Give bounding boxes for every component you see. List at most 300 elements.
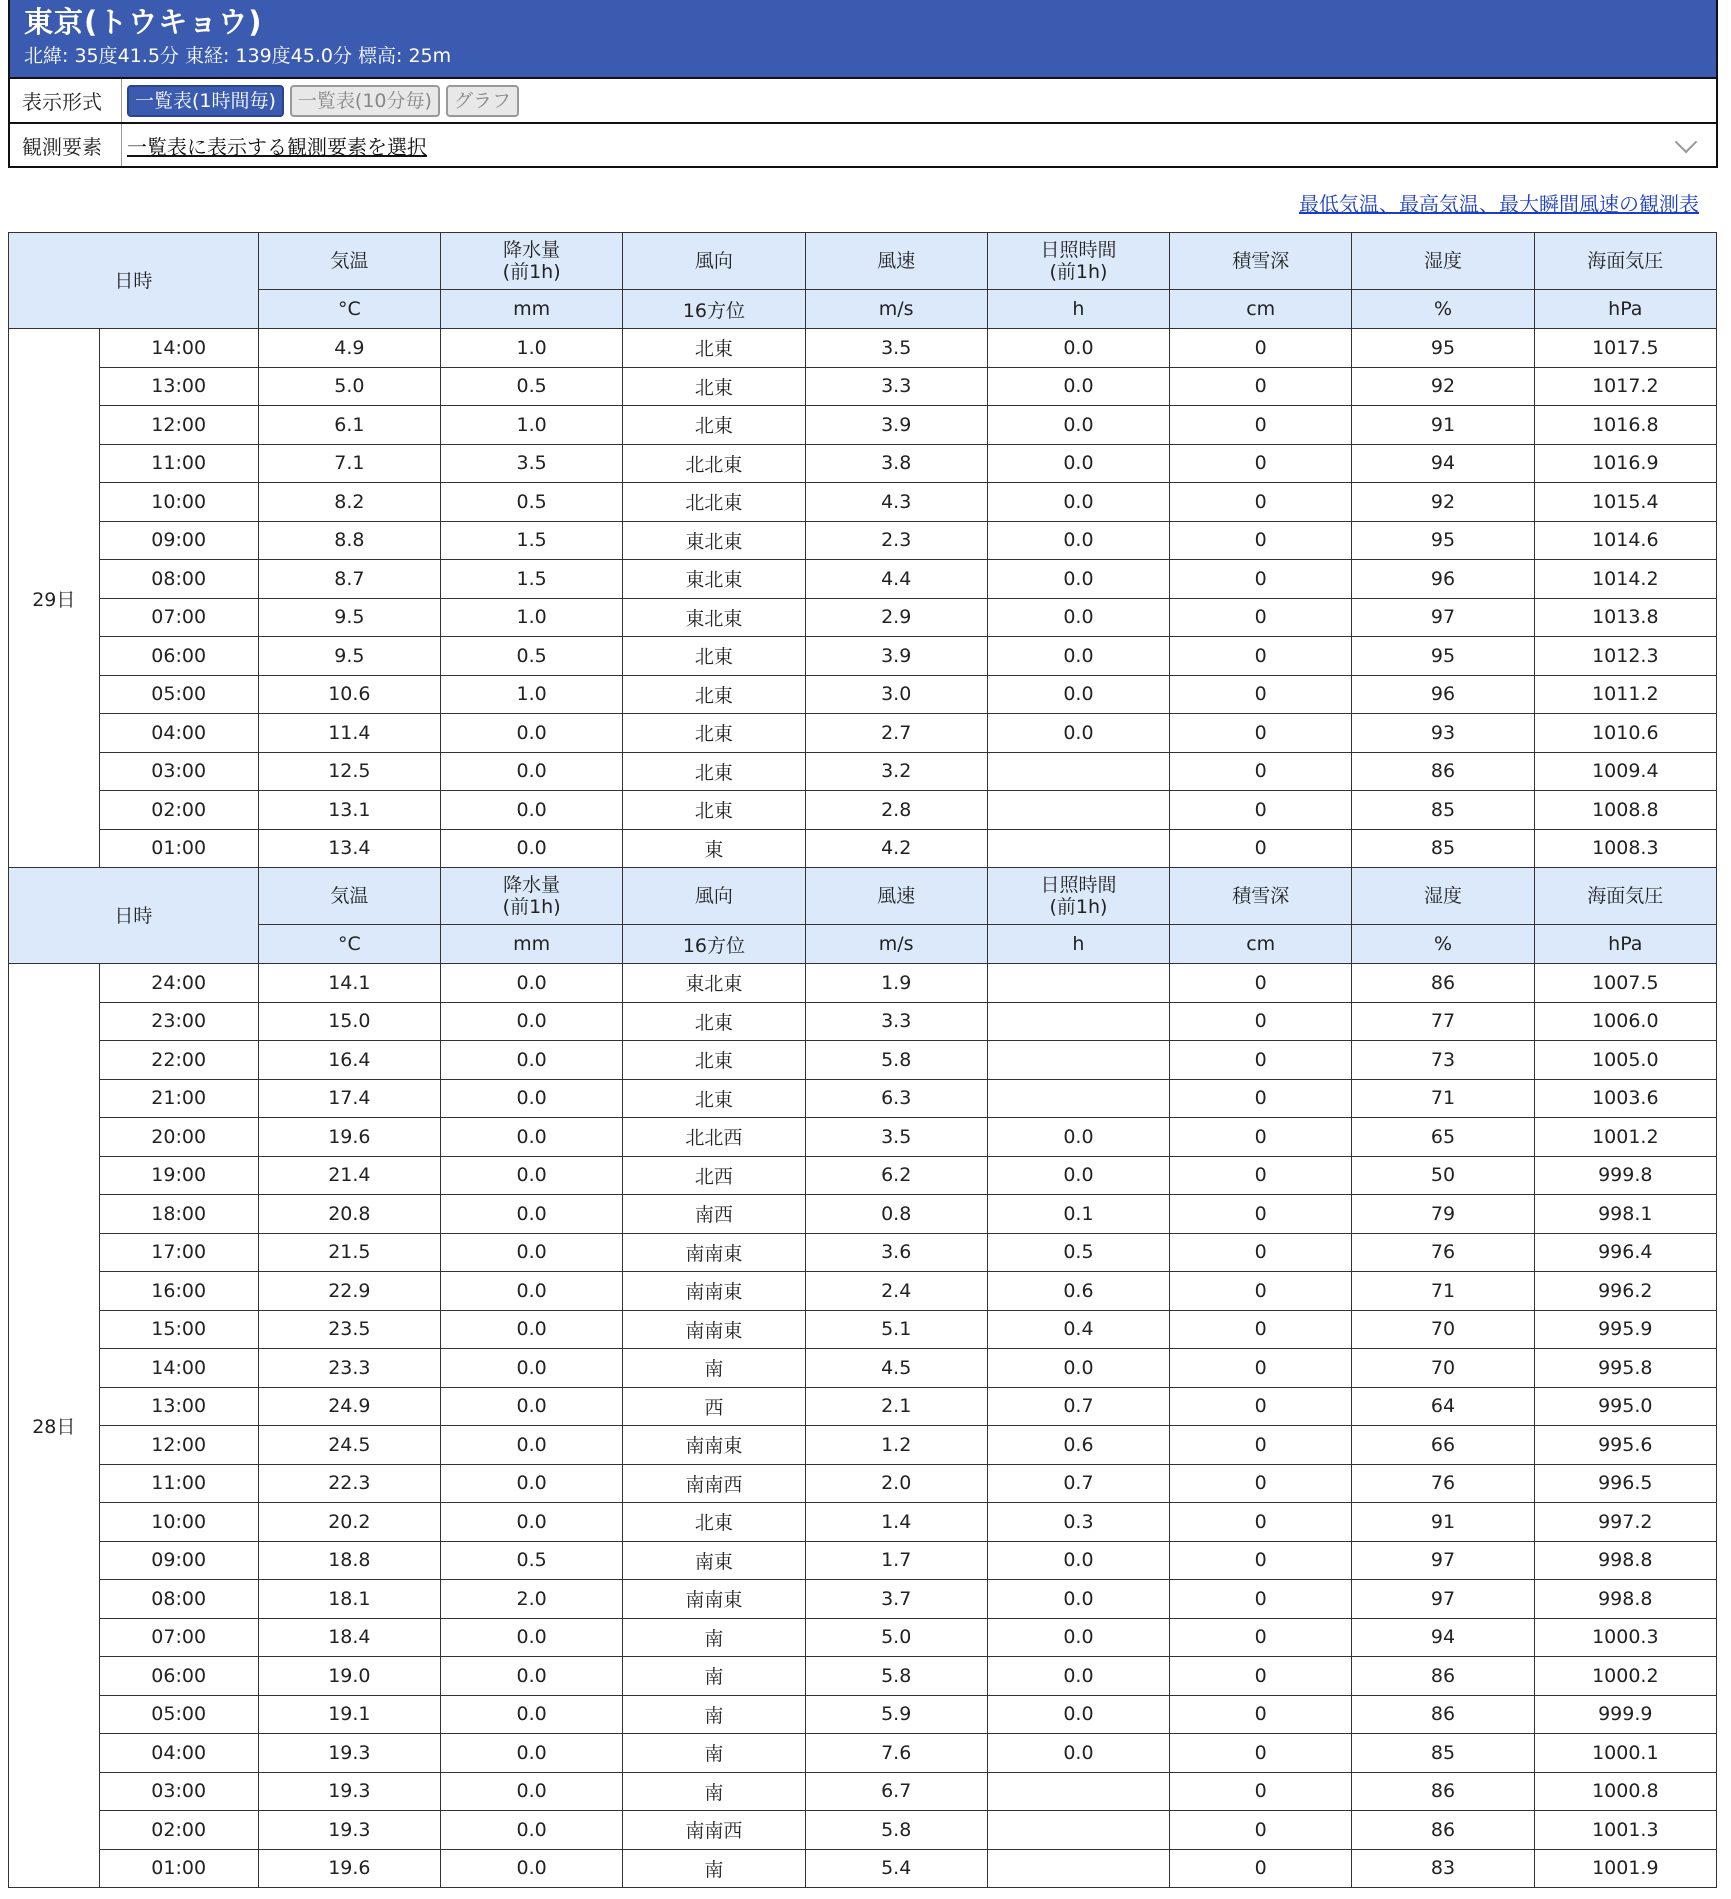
chevron-down-icon[interactable] xyxy=(1675,131,1698,154)
wind-direction-cell: 東 xyxy=(623,829,805,868)
precipitation-cell: 0.0 xyxy=(441,829,623,868)
unit-precipitation: mm xyxy=(441,290,623,329)
elements-select-text[interactable]: 一覧表に表示する観測要素を選択 xyxy=(127,134,427,159)
temperature-cell: 18.8 xyxy=(258,1541,440,1580)
time-cell: 05:00 xyxy=(99,675,258,714)
sunshine-cell: 0.0 xyxy=(987,1657,1169,1696)
wind-direction-cell: 南 xyxy=(623,1349,805,1388)
sunshine-cell: 0.0 xyxy=(987,1695,1169,1734)
time-cell: 10:00 xyxy=(99,483,258,522)
unit-wind-direction: 16方位 xyxy=(623,925,805,964)
sunshine-cell xyxy=(987,791,1169,830)
sunshine-cell: 0.1 xyxy=(987,1195,1169,1234)
wind-speed-cell: 2.0 xyxy=(805,1464,987,1503)
sea-pressure-cell: 1007.5 xyxy=(1534,964,1716,1003)
temperature-cell: 8.2 xyxy=(258,483,440,522)
wind-direction-cell: 北東 xyxy=(623,637,805,676)
time-cell: 01:00 xyxy=(99,1849,258,1888)
temperature-cell: 4.9 xyxy=(258,329,440,368)
snow-depth-cell: 0 xyxy=(1170,521,1352,560)
table-row xyxy=(9,1272,1717,1311)
day-cell: 28日 xyxy=(9,964,100,1888)
temperature-cell: 13.1 xyxy=(258,791,440,830)
precipitation-cell: 3.5 xyxy=(441,444,623,483)
column-header-wind-direction: 風向 xyxy=(623,233,805,290)
date-time-header: 日時 xyxy=(9,233,259,329)
wind-speed-cell: 5.9 xyxy=(805,1695,987,1734)
wind-speed-cell: 2.3 xyxy=(805,521,987,560)
time-cell: 11:00 xyxy=(99,444,258,483)
sea-pressure-cell: 1008.3 xyxy=(1534,829,1716,868)
snow-depth-cell: 0 xyxy=(1170,791,1352,830)
column-header-snow-depth: 積雪深 xyxy=(1170,233,1352,290)
precipitation-cell: 0.0 xyxy=(441,1657,623,1696)
time-cell: 19:00 xyxy=(99,1156,258,1195)
humidity-cell: 93 xyxy=(1352,714,1534,753)
precipitation-cell: 1.5 xyxy=(441,521,623,560)
temperature-cell: 7.1 xyxy=(258,444,440,483)
wind-direction-cell: 南 xyxy=(623,1772,805,1811)
snow-depth-cell: 0 xyxy=(1170,406,1352,445)
temperature-cell: 14.1 xyxy=(258,964,440,1003)
unit-precipitation: mm xyxy=(441,925,623,964)
wind-speed-cell: 6.3 xyxy=(805,1079,987,1118)
humidity-cell: 97 xyxy=(1352,1580,1534,1619)
precipitation-cell: 0.0 xyxy=(441,1426,623,1465)
sea-pressure-cell: 997.2 xyxy=(1534,1503,1716,1542)
unit-sunshine: h xyxy=(987,925,1169,964)
temperature-cell: 24.5 xyxy=(258,1426,440,1465)
snow-depth-cell: 0 xyxy=(1170,752,1352,791)
unit-sea-pressure: hPa xyxy=(1534,290,1716,329)
sea-pressure-cell: 998.1 xyxy=(1534,1195,1716,1234)
sea-pressure-cell: 1001.3 xyxy=(1534,1811,1716,1850)
wind-direction-cell: 北東 xyxy=(623,1079,805,1118)
sunshine-cell: 0.0 xyxy=(987,329,1169,368)
wind-speed-cell: 1.2 xyxy=(805,1426,987,1465)
table-row xyxy=(9,560,1717,599)
wind-direction-cell: 北東 xyxy=(623,367,805,406)
sunshine-cell xyxy=(987,1079,1169,1118)
table-row xyxy=(9,1233,1717,1272)
wind-speed-cell: 3.9 xyxy=(805,406,987,445)
precipitation-cell: 0.0 xyxy=(441,1195,623,1234)
wind-speed-cell: 2.1 xyxy=(805,1387,987,1426)
sea-pressure-cell: 1008.8 xyxy=(1534,791,1716,830)
table-row xyxy=(9,791,1717,830)
sunshine-cell: 0.0 xyxy=(987,637,1169,676)
column-header-wind-speed: 風速 xyxy=(805,233,987,290)
sunshine-cell xyxy=(987,829,1169,868)
time-cell: 08:00 xyxy=(99,1580,258,1619)
time-cell: 22:00 xyxy=(99,1041,258,1080)
column-header-sunshine: 日照時間 (前1h) xyxy=(987,868,1169,925)
temperature-cell: 19.0 xyxy=(258,1657,440,1696)
date-time-header: 日時 xyxy=(9,868,259,964)
humidity-cell: 86 xyxy=(1352,964,1534,1003)
unit-temperature: °C xyxy=(258,925,440,964)
wind-speed-cell: 5.8 xyxy=(805,1657,987,1696)
humidity-cell: 97 xyxy=(1352,1541,1534,1580)
temperature-cell: 19.3 xyxy=(258,1811,440,1850)
wind-speed-cell: 5.0 xyxy=(805,1618,987,1657)
sunshine-cell: 0.0 xyxy=(987,1580,1169,1619)
wind-direction-cell: 南南東 xyxy=(623,1426,805,1465)
wind-direction-cell: 南南東 xyxy=(623,1310,805,1349)
table-row xyxy=(9,1079,1717,1118)
sea-pressure-cell: 1011.2 xyxy=(1534,675,1716,714)
sea-pressure-cell: 995.0 xyxy=(1534,1387,1716,1426)
precipitation-cell: 0.0 xyxy=(441,1310,623,1349)
precipitation-cell: 0.0 xyxy=(441,1849,623,1888)
wind-direction-cell: 南 xyxy=(623,1849,805,1888)
sea-pressure-cell: 1014.6 xyxy=(1534,521,1716,560)
display-format-options xyxy=(122,79,1716,122)
sunshine-cell: 0.0 xyxy=(987,521,1169,560)
wind-speed-cell: 3.8 xyxy=(805,444,987,483)
snow-depth-cell: 0 xyxy=(1170,1310,1352,1349)
sunshine-cell xyxy=(987,1849,1169,1888)
snow-depth-cell: 0 xyxy=(1170,1541,1352,1580)
column-header-snow-depth: 積雪深 xyxy=(1170,868,1352,925)
snow-depth-cell: 0 xyxy=(1170,1772,1352,1811)
humidity-cell: 70 xyxy=(1352,1310,1534,1349)
table-row xyxy=(9,964,1717,1003)
sunshine-cell: 0.0 xyxy=(987,675,1169,714)
time-cell: 23:00 xyxy=(99,1002,258,1041)
wind-direction-cell: 北北東 xyxy=(623,444,805,483)
station-panel xyxy=(8,0,1718,168)
sunshine-cell: 0.7 xyxy=(987,1464,1169,1503)
table-row xyxy=(9,1503,1717,1542)
snow-depth-cell: 0 xyxy=(1170,1849,1352,1888)
table-row xyxy=(9,1156,1717,1195)
humidity-cell: 71 xyxy=(1352,1079,1534,1118)
wind-direction-cell: 東北東 xyxy=(623,521,805,560)
precipitation-cell: 0.5 xyxy=(441,637,623,676)
time-cell: 14:00 xyxy=(99,1349,258,1388)
wind-direction-cell: 北東 xyxy=(623,791,805,830)
table-row xyxy=(9,598,1717,637)
table-row xyxy=(9,1002,1717,1041)
wind-speed-cell: 3.5 xyxy=(805,1118,987,1157)
sunshine-cell: 0.4 xyxy=(987,1310,1169,1349)
table-header-row xyxy=(9,868,1717,925)
wind-speed-cell: 7.6 xyxy=(805,1734,987,1773)
wind-speed-cell: 6.7 xyxy=(805,1772,987,1811)
wind-direction-cell: 北東 xyxy=(623,1503,805,1542)
temperature-cell: 9.5 xyxy=(258,598,440,637)
wind-speed-cell: 5.8 xyxy=(805,1041,987,1080)
snow-depth-cell: 0 xyxy=(1170,1618,1352,1657)
snow-depth-cell: 0 xyxy=(1170,1272,1352,1311)
table-header-row xyxy=(9,233,1717,290)
wind-speed-cell: 2.9 xyxy=(805,598,987,637)
humidity-cell: 71 xyxy=(1352,1272,1534,1311)
elements-label: 観測要素 xyxy=(10,124,122,166)
temperature-cell: 18.1 xyxy=(258,1580,440,1619)
sunshine-cell: 0.0 xyxy=(987,444,1169,483)
temperature-cell: 22.9 xyxy=(258,1272,440,1311)
precipitation-cell: 1.0 xyxy=(441,598,623,637)
column-header-sea-pressure: 海面気圧 xyxy=(1534,868,1716,925)
time-cell: 05:00 xyxy=(99,1695,258,1734)
sunshine-cell: 0.0 xyxy=(987,1156,1169,1195)
humidity-cell: 86 xyxy=(1352,1772,1534,1811)
format-10min-button[interactable]: 一覧表(10分毎) xyxy=(290,85,440,117)
humidity-cell: 86 xyxy=(1352,1811,1534,1850)
wind-direction-cell: 南南西 xyxy=(623,1464,805,1503)
table-row xyxy=(9,329,1717,368)
wind-direction-cell: 南南東 xyxy=(623,1580,805,1619)
wind-speed-cell: 4.3 xyxy=(805,483,987,522)
precipitation-cell: 0.0 xyxy=(441,1464,623,1503)
table-row xyxy=(9,675,1717,714)
table-row xyxy=(9,406,1717,445)
wind-speed-cell: 5.4 xyxy=(805,1849,987,1888)
wind-speed-cell: 2.4 xyxy=(805,1272,987,1311)
sea-pressure-cell: 1000.3 xyxy=(1534,1618,1716,1657)
humidity-cell: 91 xyxy=(1352,1503,1534,1542)
sea-pressure-cell: 999.9 xyxy=(1534,1695,1716,1734)
sea-pressure-cell: 1012.3 xyxy=(1534,637,1716,676)
display-format-label: 表示形式 xyxy=(10,79,122,122)
table-row xyxy=(9,1580,1717,1619)
humidity-cell: 64 xyxy=(1352,1387,1534,1426)
sunshine-cell: 0.5 xyxy=(987,1233,1169,1272)
column-header-sea-pressure: 海面気圧 xyxy=(1534,233,1716,290)
snow-depth-cell: 0 xyxy=(1170,1156,1352,1195)
precipitation-cell: 0.0 xyxy=(441,1079,623,1118)
table-row xyxy=(9,367,1717,406)
sea-pressure-cell: 1017.5 xyxy=(1534,329,1716,368)
humidity-cell: 86 xyxy=(1352,1695,1534,1734)
sea-pressure-cell: 1001.2 xyxy=(1534,1118,1716,1157)
time-cell: 03:00 xyxy=(99,1772,258,1811)
sunshine-cell xyxy=(987,1041,1169,1080)
format-graph-button[interactable]: グラフ xyxy=(446,85,519,117)
column-header-wind-direction: 風向 xyxy=(623,868,805,925)
precipitation-cell: 1.0 xyxy=(441,675,623,714)
time-cell: 01:00 xyxy=(99,829,258,868)
snow-depth-cell: 0 xyxy=(1170,1002,1352,1041)
table-row xyxy=(9,1811,1717,1850)
snow-depth-cell: 0 xyxy=(1170,1426,1352,1465)
wind-speed-cell: 3.3 xyxy=(805,1002,987,1041)
humidity-cell: 66 xyxy=(1352,1426,1534,1465)
unit-snow-depth: cm xyxy=(1170,290,1352,329)
temperature-cell: 15.0 xyxy=(258,1002,440,1041)
precipitation-cell: 0.0 xyxy=(441,1811,623,1850)
time-cell: 02:00 xyxy=(99,791,258,830)
time-cell: 12:00 xyxy=(99,406,258,445)
temperature-cell: 19.3 xyxy=(258,1772,440,1811)
table-row xyxy=(9,444,1717,483)
wind-direction-cell: 南 xyxy=(623,1657,805,1696)
table-row xyxy=(9,1349,1717,1388)
sunshine-cell: 0.6 xyxy=(987,1426,1169,1465)
column-header-temperature: 気温 xyxy=(258,868,440,925)
sea-pressure-cell: 995.6 xyxy=(1534,1426,1716,1465)
unit-header-row xyxy=(9,925,1717,964)
sea-pressure-cell: 1000.2 xyxy=(1534,1657,1716,1696)
temperature-cell: 21.5 xyxy=(258,1233,440,1272)
elements-select[interactable] xyxy=(122,124,1716,166)
unit-header-row xyxy=(9,290,1717,329)
wind-direction-cell: 北東 xyxy=(623,1002,805,1041)
sea-pressure-cell: 995.8 xyxy=(1534,1349,1716,1388)
precipitation-cell: 0.0 xyxy=(441,1695,623,1734)
precipitation-cell: 0.5 xyxy=(441,1541,623,1580)
precipitation-cell: 0.0 xyxy=(441,1734,623,1773)
table-row xyxy=(9,483,1717,522)
temperature-cell: 20.2 xyxy=(258,1503,440,1542)
snow-depth-cell: 0 xyxy=(1170,675,1352,714)
column-header-wind-speed: 風速 xyxy=(805,868,987,925)
table-row xyxy=(9,1772,1717,1811)
snow-depth-cell: 0 xyxy=(1170,1464,1352,1503)
table-row xyxy=(9,1464,1717,1503)
sea-pressure-cell: 996.4 xyxy=(1534,1233,1716,1272)
precipitation-cell: 0.0 xyxy=(441,1618,623,1657)
wind-direction-cell: 南南東 xyxy=(623,1272,805,1311)
humidity-cell: 95 xyxy=(1352,329,1534,368)
snow-depth-cell: 0 xyxy=(1170,444,1352,483)
precipitation-cell: 0.0 xyxy=(441,714,623,753)
table-row xyxy=(9,1387,1717,1426)
time-cell: 14:00 xyxy=(99,329,258,368)
table-row xyxy=(9,1734,1717,1773)
snow-depth-cell: 0 xyxy=(1170,964,1352,1003)
precipitation-cell: 1.0 xyxy=(441,329,623,368)
sunshine-cell: 0.3 xyxy=(987,1503,1169,1542)
humidity-cell: 76 xyxy=(1352,1233,1534,1272)
time-cell: 09:00 xyxy=(99,521,258,560)
temperature-cell: 10.6 xyxy=(258,675,440,714)
wind-direction-cell: 北東 xyxy=(623,714,805,753)
wind-direction-cell: 北東 xyxy=(623,329,805,368)
sunshine-cell: 0.7 xyxy=(987,1387,1169,1426)
wind-direction-cell: 北西 xyxy=(623,1156,805,1195)
wind-speed-cell: 4.2 xyxy=(805,829,987,868)
format-hourly-button[interactable]: 一覧表(1時間毎) xyxy=(127,85,284,117)
time-cell: 09:00 xyxy=(99,1541,258,1580)
column-header-temperature: 気温 xyxy=(258,233,440,290)
time-cell: 13:00 xyxy=(99,1387,258,1426)
humidity-cell: 86 xyxy=(1352,1657,1534,1696)
sunshine-cell: 0.0 xyxy=(987,483,1169,522)
column-header-sunshine: 日照時間 (前1h) xyxy=(987,233,1169,290)
wind-speed-cell: 1.9 xyxy=(805,964,987,1003)
temperature-cell: 17.4 xyxy=(258,1079,440,1118)
table-row xyxy=(9,1310,1717,1349)
unit-sea-pressure: hPa xyxy=(1534,925,1716,964)
temperature-cell: 20.8 xyxy=(258,1195,440,1234)
temperature-cell: 19.6 xyxy=(258,1118,440,1157)
wind-direction-cell: 東北東 xyxy=(623,964,805,1003)
time-cell: 10:00 xyxy=(99,1503,258,1542)
sunshine-cell xyxy=(987,1772,1169,1811)
sunshine-cell: 0.0 xyxy=(987,560,1169,599)
wind-speed-cell: 3.7 xyxy=(805,1580,987,1619)
snow-depth-cell: 0 xyxy=(1170,367,1352,406)
sea-pressure-cell: 996.2 xyxy=(1534,1272,1716,1311)
table-row xyxy=(9,1118,1717,1157)
wind-direction-cell: 北東 xyxy=(623,406,805,445)
snow-depth-cell: 0 xyxy=(1170,1349,1352,1388)
temperature-cell: 12.5 xyxy=(258,752,440,791)
wind-speed-cell: 5.8 xyxy=(805,1811,987,1850)
snow-depth-cell: 0 xyxy=(1170,1734,1352,1773)
time-cell: 20:00 xyxy=(99,1118,258,1157)
day-cell: 29日 xyxy=(9,329,100,868)
temperature-cell: 11.4 xyxy=(258,714,440,753)
humidity-cell: 96 xyxy=(1352,675,1534,714)
time-cell: 16:00 xyxy=(99,1272,258,1311)
time-cell: 24:00 xyxy=(99,964,258,1003)
temperature-cell: 22.3 xyxy=(258,1464,440,1503)
wind-direction-cell: 東北東 xyxy=(623,598,805,637)
temperature-cell: 16.4 xyxy=(258,1041,440,1080)
precipitation-cell: 0.0 xyxy=(441,1272,623,1311)
summary-table-link[interactable]: 最低気温、最高気温、最大瞬間風速の観測表 xyxy=(1299,192,1699,216)
wind-direction-cell: 南 xyxy=(623,1695,805,1734)
wind-speed-cell: 3.9 xyxy=(805,637,987,676)
unit-sunshine: h xyxy=(987,290,1169,329)
wind-speed-cell: 3.3 xyxy=(805,367,987,406)
sunshine-cell: 0.0 xyxy=(987,1541,1169,1580)
time-cell: 07:00 xyxy=(99,598,258,637)
temperature-cell: 18.4 xyxy=(258,1618,440,1657)
temperature-cell: 19.1 xyxy=(258,1695,440,1734)
humidity-cell: 83 xyxy=(1352,1849,1534,1888)
sea-pressure-cell: 1015.4 xyxy=(1534,483,1716,522)
unit-wind-speed: m/s xyxy=(805,925,987,964)
sea-pressure-cell: 999.8 xyxy=(1534,1156,1716,1195)
humidity-cell: 97 xyxy=(1352,598,1534,637)
sea-pressure-cell: 1013.8 xyxy=(1534,598,1716,637)
precipitation-cell: 0.0 xyxy=(441,1233,623,1272)
snow-depth-cell: 0 xyxy=(1170,1580,1352,1619)
column-header-humidity: 湿度 xyxy=(1352,868,1534,925)
snow-depth-cell: 0 xyxy=(1170,1041,1352,1080)
wind-direction-cell: 南 xyxy=(623,1734,805,1773)
wind-speed-cell: 4.4 xyxy=(805,560,987,599)
time-cell: 02:00 xyxy=(99,1811,258,1850)
sunshine-cell xyxy=(987,1002,1169,1041)
unit-wind-speed: m/s xyxy=(805,290,987,329)
humidity-cell: 95 xyxy=(1352,521,1534,560)
sunshine-cell: 0.0 xyxy=(987,406,1169,445)
wind-direction-cell: 北北東 xyxy=(623,483,805,522)
precipitation-cell: 0.0 xyxy=(441,1156,623,1195)
station-coordinates: 北緯: 35度41.5分 東経: 139度45.0分 標高: 25m xyxy=(24,45,452,67)
wind-speed-cell: 3.2 xyxy=(805,752,987,791)
time-cell: 13:00 xyxy=(99,367,258,406)
unit-snow-depth: cm xyxy=(1170,925,1352,964)
column-header-precipitation: 降水量 (前1h) xyxy=(441,868,623,925)
sea-pressure-cell: 1001.9 xyxy=(1534,1849,1716,1888)
wind-speed-cell: 3.5 xyxy=(805,329,987,368)
time-cell: 17:00 xyxy=(99,1233,258,1272)
wind-speed-cell: 1.4 xyxy=(805,1503,987,1542)
wind-speed-cell: 4.5 xyxy=(805,1349,987,1388)
precipitation-cell: 0.0 xyxy=(441,1387,623,1426)
wind-direction-cell: 南 xyxy=(623,1618,805,1657)
snow-depth-cell: 0 xyxy=(1170,1657,1352,1696)
snow-depth-cell: 0 xyxy=(1170,1387,1352,1426)
unit-humidity: % xyxy=(1352,925,1534,964)
